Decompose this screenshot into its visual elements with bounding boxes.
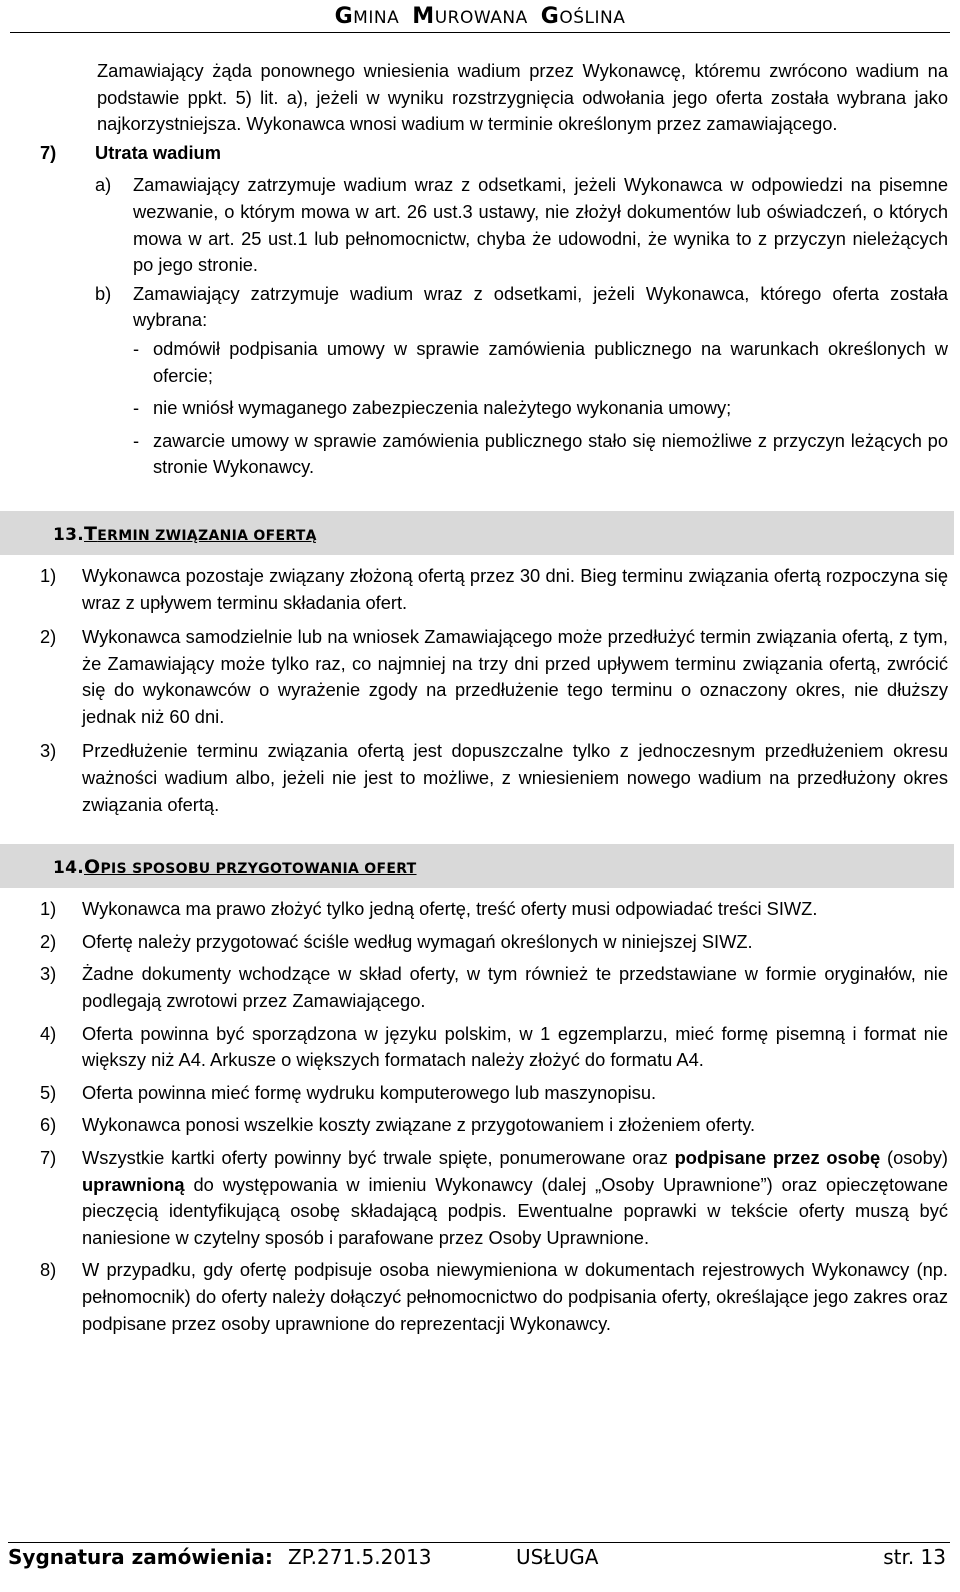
footer-page-number: str. 13: [883, 1545, 946, 1569]
page-header: [0, 0, 960, 32]
header-word-1: GMINA: [334, 4, 400, 29]
section-14-item-3: 3) Żadne dokumenty wchodzące w skład oferty, w tym również te przedstawiane w formie oryginałów, nie podlegają zwrotowi przez Zamawiającego.: [40, 963, 948, 1012]
section-14-item-7: 7) Wszystkie kartki oferty powinny być trwale spięte, ponumerowane oraz podpisane przez osobę (osoby) uprawnioną do występowania w imieniu Wykonawcy (dalej „Osoby Uprawnione”) oraz opieczętowane pieczęcią identyfikującą osobę składającą podpis. Ewentualne poprawki w tekście oferty muszą być naniesione w czytelny sposób i parafowane przez Osoby Uprawnione.: [40, 1147, 948, 1248]
section-14-item-6: 6) Wykonawca ponosi wszelkie koszty związane z przygotowaniem i złożeniem oferty.: [40, 1114, 756, 1136]
section-14-item-5: 5) Oferta powinna mieć formę wydruku komputerowego lub maszynopisu.: [40, 1081, 657, 1103]
point-a-label: a): [95, 174, 112, 196]
footer-order-type: USŁUGA: [516, 1545, 599, 1569]
section-7-number: 7): [40, 141, 57, 163]
section-13-item-2: 2) Wykonawca samodzielnie lub na wniosek Zamawiającego może przedłużyć termin związania ofertą, z tym, że Zamawiający może tylko raz, co najmniej na trzy dni przed upływem terminu związania ofertą, zwrócić się do wykonawców o wyrażenie zgody na przedłużenie tego terminu o oznaczony okres, nie dłuższy jednak niż 60 dni.: [40, 626, 948, 727]
point-b-dash-1: - odmówił podpisania umowy w sprawie zamówienia publicznego na warunkach określonych w ofercie;: [133, 337, 948, 386]
header-title: [0, 4, 960, 29]
header-word-3: GOŚLINA: [540, 4, 626, 29]
point-b-dash-2: - nie wniósł wymaganego zabezpieczenia należytego wykonania umowy;: [133, 397, 732, 419]
page-footer: [8, 1545, 946, 1575]
section-13-heading: [0, 511, 954, 555]
section-14-list: [40, 896, 948, 1337]
document-body: [40, 58, 948, 1337]
header-word-2: MUROWANA: [412, 4, 528, 29]
section-7-title: Utrata wadium: [95, 141, 221, 163]
point-b-label: b): [95, 282, 112, 304]
section-7-point-a: [95, 172, 948, 278]
section-14-heading: [0, 844, 954, 888]
section-13-list: [40, 563, 948, 818]
footer-signature-code: ZP.271.5.2013: [288, 1545, 432, 1569]
footer-signature-label: Sygnatura zamówienia:: [8, 1545, 273, 1569]
section-13-title: TERMIN ZWIĄZANIA OFERTĄ: [84, 522, 317, 545]
section-7-point-b: [95, 281, 948, 334]
section-13-number: 13.: [53, 524, 85, 545]
section-14-item-4: 4) Oferta powinna być sporządzona w języku polskim, w 1 egzemplarzu, mieć formę pisemną i format nie większy niż A4. Arkusze o większych formatach należy złożyć do formatu A4.: [40, 1022, 948, 1071]
section-14-item-1: 1) Wykonawca ma prawo złożyć tylko jedną ofertę, treść oferty musi odpowiadać treści SIWZ.: [40, 898, 818, 920]
section-14-title: OPIS SPOSOBU PRZYGOTOWANIA OFERT: [84, 856, 417, 879]
intro-paragraph: Zamawiający żąda ponownego wniesienia wadium przez Wykonawcę, któremu zwrócono wadium na podstawie ppkt. 5) lit. a), jeżeli w wyniku rozstrzygnięcia odwołania jego oferta została wybrana jako najkorzystniejsza. Wykonawca wnosi wadium w terminie określonym przez zamawiającego.: [97, 60, 948, 135]
section-14-item-8: 8) W przypadku, gdy ofertę podpisuje osoba niewymieniona w dokumentach rejestrowych Wykonawcy (np. pełnomocnik) do oferty należy dołączyć pełnomocnictwo do podpisania oferty, określające jego zakres oraz podpisane przez osoby uprawnione do reprezentacji Wykonawcy.: [40, 1259, 948, 1334]
section-7-heading: [40, 140, 948, 167]
section-7-body: [95, 172, 948, 481]
point-b-dash-3: - zawarcie umowy w sprawie zamówienia publicznego stało się niemożliwe z przyczyn leżących po stronie Wykonawcy.: [133, 429, 948, 478]
point-b-text: Zamawiający zatrzymuje wadium wraz z odsetkami, jeżeli Wykonawca, którego oferta została wybrana:: [133, 282, 948, 331]
section-13-item-3: 3) Przedłużenie terminu związania ofertą jest dopuszczalne tylko z jednoczesnym przedłużeniem okresu ważności wadium albo, jeżeli nie jest to możliwe, z wniesieniem nowego wadium na przedłużony okres związania ofertą.: [40, 740, 948, 815]
section-14-number: 14.: [53, 858, 85, 879]
section-13-item-1: 1) Wykonawca pozostaje związany złożoną ofertą przez 30 dni. Bieg terminu związania ofertą rozpoczyna się wraz z upływem terminu składania ofert.: [40, 564, 948, 613]
point-a-text: Zamawiający zatrzymuje wadium wraz z odsetkami, jeżeli Wykonawca w odpowiedzi na pisemne wezwanie, o którym mowa w art. 26 ust.3 ustawy, nie złożył dokumentów lub oświadczeń, o których mowa w art. 25 ust.1 lub pełnomocnictw, chyba że udowodni, że wynika to z przyczyn nieleżących po jego stronie.: [133, 174, 948, 276]
header-divider: [10, 32, 950, 33]
footer-divider: [8, 1542, 950, 1543]
section-14-item-2: 2) Ofertę należy przygotować ściśle według wymagań określonych w niniejszej SIWZ.: [40, 930, 753, 952]
